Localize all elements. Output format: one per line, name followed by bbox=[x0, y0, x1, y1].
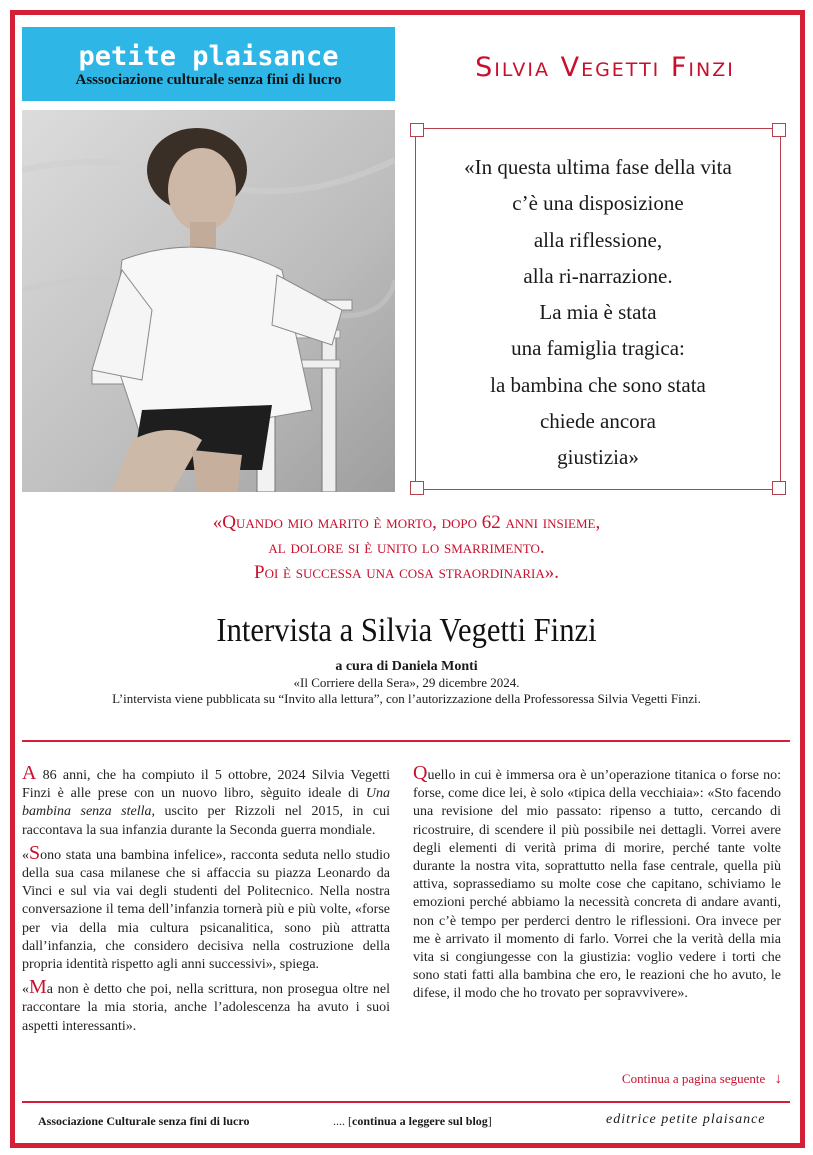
quote-line: la bambina che sono stata bbox=[490, 372, 706, 397]
publisher-logo: editrice petite plaisance bbox=[606, 1112, 766, 1127]
pull-quote-text bbox=[416, 149, 780, 476]
quote-line: giustizia» bbox=[557, 445, 639, 470]
quote-mark: « bbox=[22, 982, 29, 998]
quote-line: c’è una disposizione bbox=[512, 191, 684, 216]
right-column bbox=[413, 764, 781, 1008]
quote-mark: « bbox=[22, 847, 29, 863]
left-column bbox=[22, 764, 390, 1040]
arrow-down-icon: ↓ bbox=[774, 1071, 782, 1087]
footer-blog bbox=[333, 1114, 492, 1129]
paragraph-text: 86 anni, che ha compiuto il 5 ottobre, 2024 Silvia Vegetti Finzi è alle prese con un nuovo libro, sèguito ideale di bbox=[22, 768, 390, 802]
footer-association: Associazione Culturale senza fini di lucro bbox=[38, 1114, 250, 1128]
paragraph bbox=[22, 764, 390, 840]
drop-cap: Q bbox=[413, 762, 428, 784]
drop-cap: M bbox=[29, 976, 47, 999]
logo-banner bbox=[22, 27, 395, 101]
logo-subtitle: Asssociazione culturale senza fini di lucro bbox=[75, 72, 342, 88]
paragraph-text: ono stata una bambina infelice», racconta seduta nello studio della sua casa milanese che si affaccia su piazza Leonardo da Vinci e sul via vai degli studenti del Politecnico. Nella nostra conversazione il tema dell’infanzia tornerà più e più volte, «forse per via della mia cultura psicanalitica, sono più attratta dall’infanzia, che considero decisiva nella costruzione della propria identità rispetto agli anni successivi», spiega. bbox=[22, 847, 390, 973]
headline-line: Poi è successa una cosa straordinaria». bbox=[254, 562, 559, 583]
quote-line: alla ri-narrazione. bbox=[523, 263, 673, 288]
corner-ornament bbox=[410, 123, 424, 137]
portrait-illustration bbox=[22, 110, 395, 492]
footer-prefix: .... [ bbox=[333, 1114, 352, 1128]
logo-title: petite plaisance bbox=[78, 41, 339, 72]
article-credits bbox=[20, 659, 793, 707]
pull-quote-box bbox=[415, 128, 781, 490]
source-line: «Il Corriere della Sera», 29 dicembre 2024. bbox=[293, 675, 520, 690]
quote-line: La mia è stata bbox=[539, 300, 657, 325]
book-title: Una bambina senza stella bbox=[22, 786, 390, 820]
corner-ornament bbox=[772, 123, 786, 137]
headline-line: «Quando mio marito è morto, dopo 62 anni insieme, bbox=[212, 512, 601, 533]
paragraph bbox=[22, 841, 390, 974]
author-name: Silvia Vegetti Finzi bbox=[475, 52, 735, 83]
quote-line: una famiglia tragica: bbox=[511, 336, 685, 361]
quote-line: alla riflessione, bbox=[533, 227, 663, 252]
headline-line: al dolore si è unito lo smarrimento. bbox=[268, 537, 545, 558]
footer-suffix: ] bbox=[487, 1114, 492, 1128]
author-photo bbox=[22, 110, 395, 492]
continue-link[interactable] bbox=[560, 1071, 782, 1088]
corner-ornament bbox=[410, 481, 424, 495]
continue-label: Continua a pagina seguente bbox=[621, 1071, 766, 1086]
headline-quote bbox=[20, 510, 793, 585]
blog-link[interactable]: continua a leggere sul blog bbox=[352, 1114, 488, 1128]
paragraph bbox=[413, 764, 781, 1004]
drop-cap: S bbox=[29, 841, 41, 864]
corner-ornament bbox=[772, 481, 786, 495]
quote-line: «In questa ultima fase della vita bbox=[464, 155, 732, 179]
footer-divider bbox=[22, 1101, 790, 1103]
paragraph-text: a non è detto che poi, nella scrittura, non prosegua oltre nel raccontare la mia storia, anche l’adolescenza ha avuto i suoi aspetti interessanti». bbox=[22, 982, 390, 1034]
drop-cap: A bbox=[22, 762, 37, 784]
paragraph bbox=[22, 978, 390, 1036]
paragraph-text: uello in cui è immersa ora è un’operazione titanica o forse no: forse, come dice lei, è solo «tipica della vecchiaia»: «Sto facendo una revisione del mio passato: ripenso a tutto, cercando di ricostruire, di scendere il più possibile nei dettagli. Vorrei avere degli elementi di verità prima di morire, perché tante volte durante la nostra vita, soprattutto nella fase centrale, quella più attiva, soprassediamo su molte cose che capitano, schiviamo le emozioni perché abbiamo la necessità concreta di andare avanti, non c’è tempo per perderci dentro le riflessioni. Ora invece per me è arrivato il momento di farlo. Vorrei che la verità della mia vita si congiungesse con la giustizia: voglio vedere i torti che sono stati fatti alla bambina che ero, le reazioni che ho avuto, le difese, il modo che ho trovato per sopravvivere». bbox=[413, 768, 781, 1002]
quote-line: chiede ancora bbox=[539, 409, 656, 434]
paragraph-text: , uscito per Rizzoli nel 2015, in cui raccontava la sua infanzia durante la Seconda guerra mondiale. bbox=[22, 804, 390, 838]
article-title: Intervista a Silvia Vegetti Finzi bbox=[216, 612, 597, 649]
section-divider bbox=[22, 740, 790, 742]
publication-note: L’intervista viene pubblicata su “Invito alla lettura”, con l’autorizzazione della Professoressa Silvia Vegetti Finzi. bbox=[112, 691, 701, 706]
curator-line: a cura di Daniela Monti bbox=[335, 659, 478, 674]
